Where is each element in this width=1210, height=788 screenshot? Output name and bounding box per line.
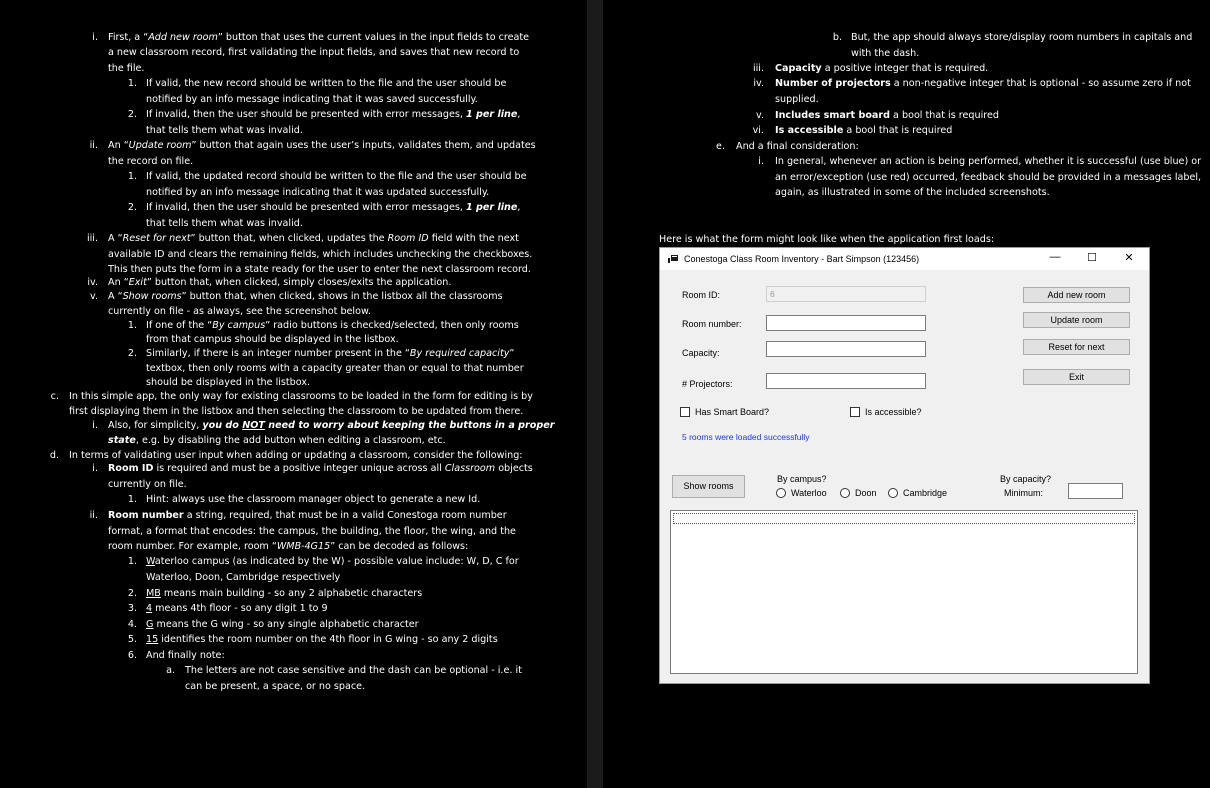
left-text-line: If one of the “By campus” radio buttons is checked/selected, then only rooms — [146, 320, 519, 331]
rooms-listbox[interactable] — [670, 510, 1138, 674]
left-text-line: Also, for simplicity, you do NOT need to worry about keeping the buttons in a proper — [108, 420, 555, 431]
left-text-line: 15 identifies the room number on the 4th floor in G wing - so any 2 digits — [146, 634, 498, 645]
left-text-line: Hint: always use the classroom manager object to generate a new Id. — [146, 494, 481, 505]
left-text-line: available ID and clears the remaining fields, which includes unchecking the checkboxes. — [108, 249, 533, 260]
left-text-line: Room number a string, required, that must be in a valid Conestoga room number — [108, 510, 507, 521]
left-list-marker: 3. — [127, 603, 137, 614]
minimum-label: Minimum: — [1004, 488, 1044, 498]
left-text-line: that tells them what was invalid. — [146, 125, 303, 136]
reset-for-next-button[interactable]: Reset for next — [1023, 339, 1130, 355]
left-text-line: the record on file. — [108, 156, 194, 167]
left-text-line: first displaying them in the listbox and then selecting the classroom to be updated from there. — [69, 406, 524, 417]
left-list-marker: 5. — [127, 634, 137, 645]
left-list-marker: 6. — [127, 650, 137, 661]
right-list-marker: v. — [756, 110, 764, 121]
capacity-label: Capacity: — [682, 348, 720, 358]
campus-option-waterloo: Waterloo — [791, 488, 827, 498]
right-list-marker: i. — [758, 156, 764, 167]
left-text-line: currently on file - as always, see the screenshot below. — [108, 306, 371, 317]
left-text-line: that tells them what was invalid. — [146, 218, 303, 229]
left-list-marker: ii. — [89, 140, 98, 151]
left-text-line: from that campus should be displayed in the listbox. — [146, 334, 399, 345]
capacity-input[interactable] — [766, 341, 926, 357]
window-title: Conestoga Class Room Inventory - Bart Simpson (123456) — [684, 254, 920, 264]
left-text-line: If valid, the new record should be written to the file and the user should be — [146, 78, 507, 89]
left-text-line: G means the G wing - so any single alphabetic character — [146, 619, 419, 630]
left-list-marker: i. — [92, 420, 98, 431]
left-list-marker: 4. — [127, 619, 137, 630]
projectors-label: # Projectors: — [682, 379, 733, 389]
left-list-marker: 1. — [127, 320, 137, 331]
campus-radio-waterloo[interactable] — [776, 488, 786, 498]
show-rooms-button[interactable]: Show rooms — [672, 475, 745, 498]
room-number-label: Room number: — [682, 319, 742, 329]
right-list-marker: iii. — [752, 63, 764, 74]
status-message: 5 rooms were loaded successfully — [682, 432, 810, 442]
form-intro-text: Here is what the form might look like when the application first loads: — [659, 234, 995, 245]
left-text-line: This then puts the form in a state ready for the user to enter the next classroom record. — [108, 264, 531, 275]
left-list-marker: 2. — [127, 588, 137, 599]
campus-radio-cambridge[interactable] — [888, 488, 898, 498]
left-text-line: A “Show rooms” button that, when clicked, shows in the listbox all the classrooms — [108, 291, 503, 302]
left-text-line: And finally note: — [146, 650, 225, 661]
campus-radio-doon[interactable] — [840, 488, 850, 498]
right-text-line: Is accessible a bool that is required — [775, 125, 953, 136]
right-text-line: And a final consideration: — [736, 141, 859, 152]
listbox-focus-rect — [673, 513, 1135, 524]
update-room-button[interactable]: Update room — [1023, 312, 1130, 328]
exit-button[interactable]: Exit — [1023, 369, 1130, 385]
by-campus-label: By campus? — [777, 474, 827, 484]
left-text-line: If invalid, then the user should be presented with error messages, 1 per line, — [146, 109, 521, 120]
left-text-line: If valid, the updated record should be written to the file and the user should be — [146, 171, 527, 182]
right-list-marker: vi. — [752, 125, 764, 136]
left-text-line: Room ID is required and must be a positive integer unique across all Classroom objects — [108, 463, 533, 474]
add-new-room-button[interactable]: Add new room — [1023, 287, 1130, 303]
right-list-marker: e. — [716, 141, 725, 152]
app-icon — [668, 254, 678, 263]
left-text-line: In terms of validating user input when adding or updating a classroom, consider the following: — [69, 450, 523, 461]
smart-board-checkbox[interactable] — [680, 407, 690, 417]
left-list-marker: 2. — [127, 109, 137, 120]
app-window-screenshot — [659, 247, 1150, 684]
left-list-marker: 2. — [127, 202, 137, 213]
left-list-marker: i. — [92, 463, 98, 474]
left-list-marker: ii. — [89, 510, 98, 521]
accessible-checkbox[interactable] — [850, 407, 860, 417]
minimum-capacity-input[interactable] — [1068, 483, 1123, 499]
left-text-line: MB means main building - so any 2 alphabetic characters — [146, 588, 423, 599]
left-text-line: state, e.g. by disabling the add button when editing a classroom, etc. — [108, 435, 446, 446]
left-text-line: 4 means 4th floor - so any digit 1 to 9 — [146, 603, 328, 614]
left-text-line: a new classroom record, first validating the input fields, and saves that new record to — [108, 47, 520, 58]
close-icon[interactable]: ✕ — [1124, 252, 1134, 264]
left-text-line: In this simple app, the only way for existing classrooms to be loaded in the form for editing is by — [69, 391, 533, 402]
left-text-line: The letters are not case sensitive and the dash can be optional - i.e. it — [185, 665, 522, 676]
right-text-line: In general, whenever an action is being performed, whether it is successful (use blue) or — [775, 156, 1202, 167]
campus-option-doon: Doon — [855, 488, 877, 498]
left-text-line: textbox, then only rooms with a capacity greater than or equal to that number — [146, 363, 524, 374]
right-text-line: again, as illustrated in some of the included screenshots. — [775, 187, 1050, 198]
window-titlebar — [660, 248, 1149, 270]
left-text-line: Waterloo campus (as indicated by the W) - possible value include: W, D, C for — [146, 556, 519, 567]
right-text-line: supplied. — [775, 94, 819, 105]
left-text-line: the file. — [108, 63, 145, 74]
right-text-line: Capacity a positive integer that is required. — [775, 63, 989, 74]
smart-board-label: Has Smart Board? — [695, 407, 770, 417]
left-list-marker: 1. — [127, 556, 137, 567]
left-list-marker: c. — [50, 391, 59, 402]
right-list-marker: b. — [832, 32, 842, 43]
room-id-input[interactable]: 6 — [766, 286, 926, 302]
page-gutter — [587, 0, 603, 788]
left-list-marker: d. — [49, 450, 59, 461]
minimize-icon[interactable]: — — [1049, 251, 1061, 263]
left-list-marker: a. — [166, 665, 175, 676]
left-text-line: An “Update room” button that again uses the user’s inputs, validates them, and updates — [108, 140, 536, 151]
left-text-line: A “Reset for next” button that, when clicked, updates the Room ID field with the next — [108, 233, 519, 244]
left-text-line: If invalid, then the user should be presented with error messages, 1 per line, — [146, 202, 521, 213]
left-text-line: Similarly, if there is an integer number present in the “By required capacity” — [146, 348, 515, 359]
right-text-line: But, the app should always store/display room numbers in capitals and — [851, 32, 1193, 43]
maximize-icon[interactable]: ☐ — [1087, 252, 1097, 264]
right-text-line: Number of projectors a non-negative integer that is optional - so assume zero if not — [775, 78, 1191, 89]
left-list-marker: v. — [90, 291, 98, 302]
left-list-marker: 1. — [127, 494, 137, 505]
left-text-line: format, a format that encodes: the campus, the building, the floor, the wing, and the — [108, 526, 516, 537]
right-list-marker: iv. — [753, 78, 764, 89]
left-text-line: can be present, a space, or no space. — [185, 681, 366, 692]
right-text-line: Includes smart board a bool that is required — [775, 110, 999, 121]
room-number-input[interactable] — [766, 315, 926, 331]
left-text-line: First, a “Add new room” button that uses the current values in the input fields to create — [108, 32, 530, 43]
left-list-marker: i. — [92, 32, 98, 43]
right-text-line: with the dash. — [851, 48, 920, 59]
left-text-line: should be displayed in the listbox. — [146, 377, 311, 388]
left-list-marker: iv. — [87, 277, 98, 288]
left-text-line: Waterloo, Doon, Cambridge respectively — [146, 572, 341, 583]
right-text-line: an error/exception (use red) occurred, feedback should be provided in a messages label, — [775, 172, 1202, 183]
left-list-marker: iii. — [86, 233, 98, 244]
left-text-line: notified by an info message indicating that it was updated successfully. — [146, 187, 490, 198]
projectors-input[interactable] — [766, 373, 926, 389]
room-id-label: Room ID: — [682, 290, 721, 300]
left-list-marker: 1. — [127, 78, 137, 89]
by-capacity-label: By capacity? — [1000, 474, 1052, 484]
left-text-line: currently on file. — [108, 479, 187, 490]
left-text-line: room number. For example, room “WMB-4G15” can be decoded as follows: — [108, 541, 469, 552]
left-text-line: An “Exit” button that, when clicked, simply closes/exits the application. — [108, 277, 452, 288]
left-list-marker: 2. — [127, 348, 137, 359]
campus-option-cambridge: Cambridge — [903, 488, 948, 498]
accessible-label: Is accessible? — [865, 407, 922, 417]
left-list-marker: 1. — [127, 171, 137, 182]
left-text-line: notified by an info message indicating that it was saved successfully. — [146, 94, 478, 105]
